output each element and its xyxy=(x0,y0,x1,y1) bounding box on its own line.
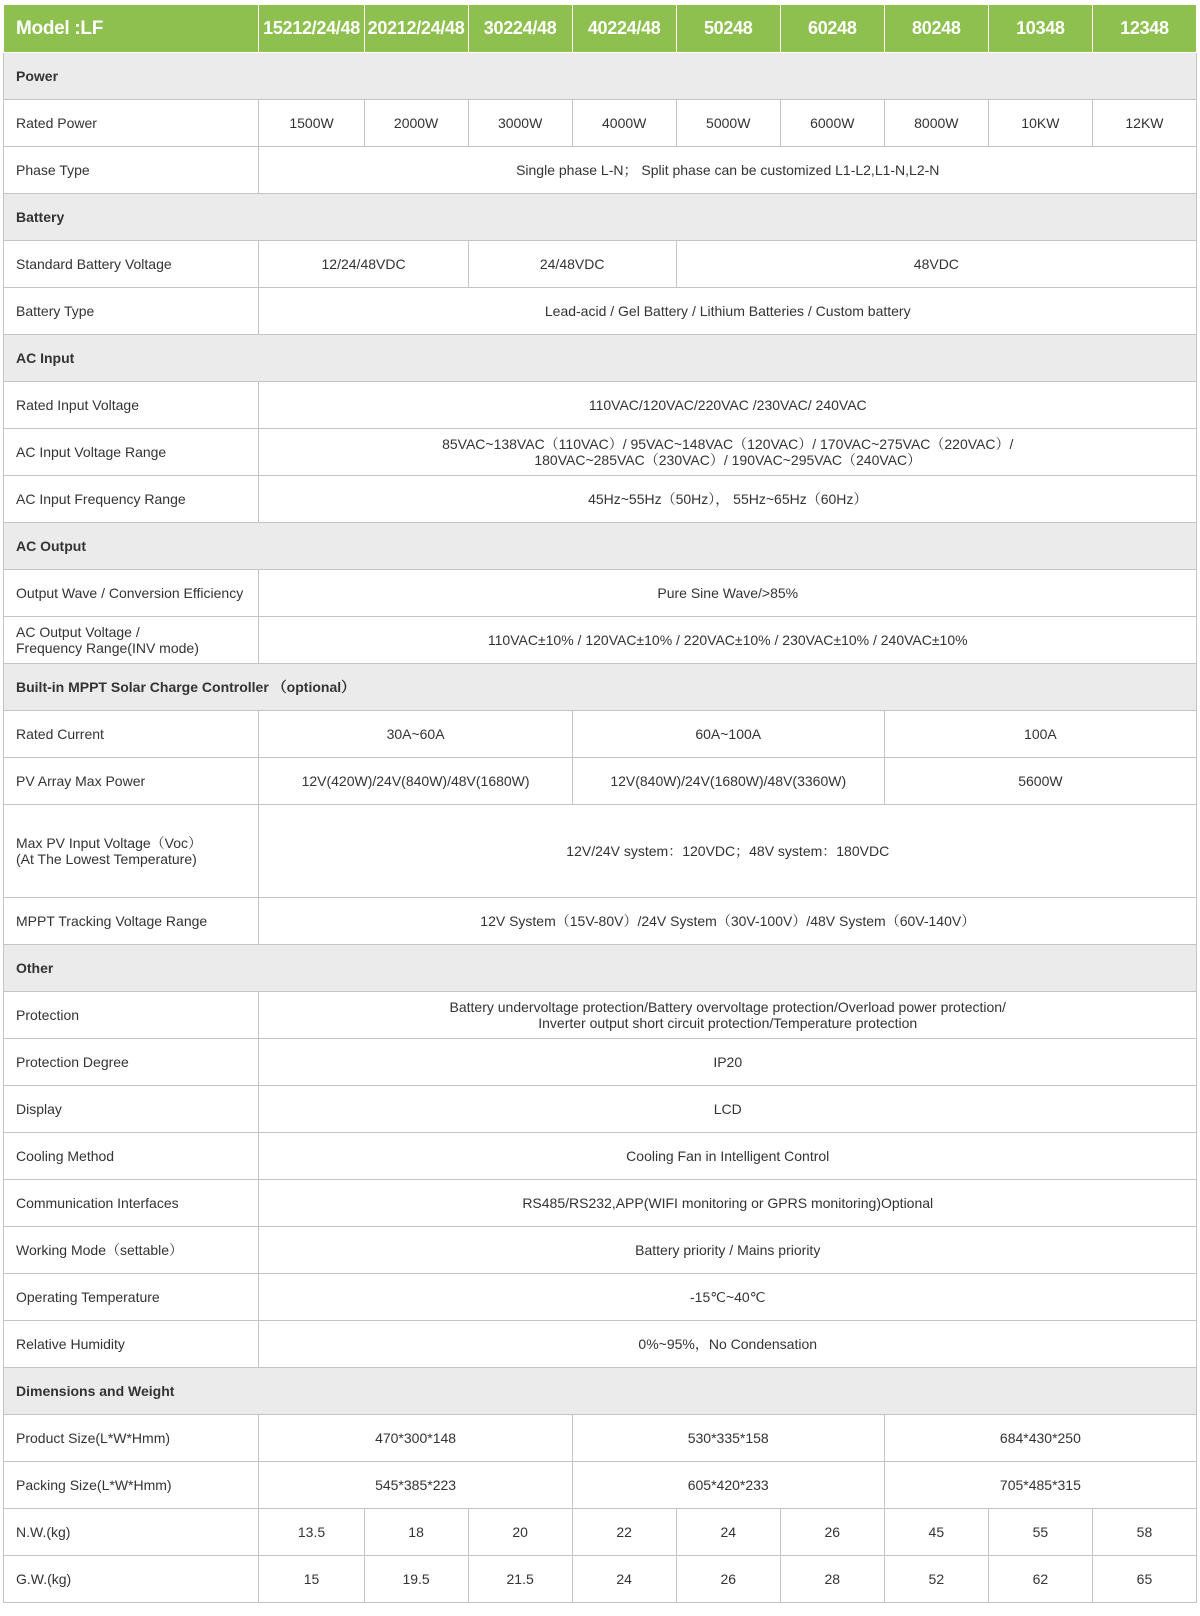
label-line: AC Output Voltage / xyxy=(16,624,140,640)
cell-value xyxy=(259,429,1197,476)
cell-value: 22 xyxy=(572,1509,676,1556)
row-label: Packing Size(L*W*Hmm) xyxy=(4,1462,259,1509)
cell-value: 15 xyxy=(259,1556,364,1603)
section-title: AC Output xyxy=(4,523,1197,570)
section-title: Battery xyxy=(4,194,1197,241)
row-label: Protection Degree xyxy=(4,1039,259,1086)
cell-value: 19.5 xyxy=(364,1556,468,1603)
cell-value: 10KW xyxy=(988,100,1092,147)
row-communication xyxy=(4,1180,1197,1227)
row-label: Operating Temperature xyxy=(4,1274,259,1321)
section-ac-output xyxy=(4,523,1197,570)
cell-value: 12KW xyxy=(1092,100,1196,147)
cell-value: 12V System（15V-80V）/24V System（30V-100V）/48V System（60V-140V） xyxy=(259,898,1197,945)
label-line: (At The Lowest Temperature) xyxy=(16,851,197,867)
row-ac-input-voltage-range xyxy=(4,429,1197,476)
cell-value: 55 xyxy=(988,1509,1092,1556)
section-title: Power xyxy=(4,53,1197,100)
cell-value: 26 xyxy=(780,1509,884,1556)
cell-value: 58 xyxy=(1092,1509,1196,1556)
row-packing-size xyxy=(4,1462,1197,1509)
row-operating-temperature xyxy=(4,1274,1197,1321)
model-name: 12348 xyxy=(1092,5,1196,53)
model-name: 30224/48 xyxy=(468,5,572,53)
cell-value: 684*430*250 xyxy=(884,1415,1196,1462)
cell-value: 12V(420W)/24V(840W)/48V(1680W) xyxy=(259,758,572,805)
cell-value: -15℃~40℃ xyxy=(259,1274,1197,1321)
cell-value: 26 xyxy=(676,1556,780,1603)
cell-value: Single phase L-N； Split phase can be customized L1-L2,L1-N,L2-N xyxy=(259,147,1197,194)
row-label: MPPT Tracking Voltage Range xyxy=(4,898,259,945)
model-name: 15212/24/48 xyxy=(259,5,364,53)
row-label: Protection xyxy=(4,992,259,1039)
section-title: Built-in MPPT Solar Charge Controller （optional） xyxy=(4,664,1197,711)
row-gross-weight xyxy=(4,1556,1197,1603)
row-ac-output-voltage xyxy=(4,617,1197,664)
row-pv-array-max-power xyxy=(4,758,1197,805)
cell-value: Battery priority / Mains priority xyxy=(259,1227,1197,1274)
row-label: Battery Type xyxy=(4,288,259,335)
model-header-row xyxy=(4,5,1197,53)
row-rated-input-voltage xyxy=(4,382,1197,429)
label-line: Max PV Input Voltage（Voc） xyxy=(16,835,202,851)
cell-value: Cooling Fan in Intelligent Control xyxy=(259,1133,1197,1180)
spec-table xyxy=(3,4,1197,1603)
model-name: 80248 xyxy=(884,5,988,53)
cell-value: 545*385*223 xyxy=(259,1462,572,1509)
value-line: Battery undervoltage protection/Battery overvoltage protection/Overload power protection/ xyxy=(449,999,1006,1015)
row-label: Display xyxy=(4,1086,259,1133)
cell-value: 62 xyxy=(988,1556,1092,1603)
model-name: 10348 xyxy=(988,5,1092,53)
cell-value: 48VDC xyxy=(676,241,1196,288)
cell-value: 530*335*158 xyxy=(572,1415,884,1462)
cell-value: 60A~100A xyxy=(572,711,884,758)
section-title: Dimensions and Weight xyxy=(4,1368,1197,1415)
cell-value: 110VAC/120VAC/220VAC /230VAC/ 240VAC xyxy=(259,382,1197,429)
cell-value: 52 xyxy=(884,1556,988,1603)
cell-value: 12/24/48VDC xyxy=(259,241,468,288)
cell-value: 100A xyxy=(884,711,1196,758)
row-protection xyxy=(4,992,1197,1039)
cell-value: LCD xyxy=(259,1086,1197,1133)
value-line: 180VAC~285VAC（230VAC）/ 190VAC~295VAC（240VAC） xyxy=(534,452,922,468)
section-title: AC Input xyxy=(4,335,1197,382)
cell-value: Pure Sine Wave/>85% xyxy=(259,570,1197,617)
section-battery xyxy=(4,194,1197,241)
cell-value: IP20 xyxy=(259,1039,1197,1086)
row-label: Phase Type xyxy=(4,147,259,194)
row-working-mode xyxy=(4,1227,1197,1274)
row-label: AC Input Voltage Range xyxy=(4,429,259,476)
cell-value: 5600W xyxy=(884,758,1196,805)
row-label: Product Size(L*W*Hmm) xyxy=(4,1415,259,1462)
cell-value: 18 xyxy=(364,1509,468,1556)
row-label: Relative Humidity xyxy=(4,1321,259,1368)
cell-value: 28 xyxy=(780,1556,884,1603)
row-output-wave xyxy=(4,570,1197,617)
cell-value: 5000W xyxy=(676,100,780,147)
row-rated-power xyxy=(4,100,1197,147)
section-title: Other xyxy=(4,945,1197,992)
row-label: Rated Power xyxy=(4,100,259,147)
row-label: Output Wave / Conversion Efficiency xyxy=(4,570,259,617)
cell-value: 21.5 xyxy=(468,1556,572,1603)
row-label: Working Mode（settable） xyxy=(4,1227,259,1274)
model-label: Model :LF xyxy=(4,5,259,53)
model-name: 40224/48 xyxy=(572,5,676,53)
row-mppt-tracking-range xyxy=(4,898,1197,945)
row-label: Standard Battery Voltage xyxy=(4,241,259,288)
section-ac-input xyxy=(4,335,1197,382)
cell-value: 1500W xyxy=(259,100,364,147)
row-cooling-method xyxy=(4,1133,1197,1180)
cell-value: 65 xyxy=(1092,1556,1196,1603)
section-other xyxy=(4,945,1197,992)
cell-value: 0%~95%，No Condensation xyxy=(259,1321,1197,1368)
cell-value: 110VAC±10% / 120VAC±10% / 220VAC±10% / 230VAC±10% / 240VAC±10% xyxy=(259,617,1197,664)
cell-value: RS485/RS232,APP(WIFI monitoring or GPRS monitoring)Optional xyxy=(259,1180,1197,1227)
label-line: Frequency Range(INV mode) xyxy=(16,640,199,656)
row-standard-battery-voltage xyxy=(4,241,1197,288)
row-label: AC Input Frequency Range xyxy=(4,476,259,523)
row-ac-input-frequency-range xyxy=(4,476,1197,523)
row-rated-current xyxy=(4,711,1197,758)
cell-value: 24/48VDC xyxy=(468,241,676,288)
cell-value: 20 xyxy=(468,1509,572,1556)
cell-value: 2000W xyxy=(364,100,468,147)
cell-value: 605*420*233 xyxy=(572,1462,884,1509)
row-label: Rated Current xyxy=(4,711,259,758)
row-label xyxy=(4,805,259,898)
cell-value: 8000W xyxy=(884,100,988,147)
row-label: Cooling Method xyxy=(4,1133,259,1180)
section-mppt xyxy=(4,664,1197,711)
cell-value: 13.5 xyxy=(259,1509,364,1556)
model-name: 50248 xyxy=(676,5,780,53)
model-name: 20212/24/48 xyxy=(364,5,468,53)
cell-value: Lead-acid / Gel Battery / Lithium Batteries / Custom battery xyxy=(259,288,1197,335)
cell-value: 470*300*148 xyxy=(259,1415,572,1462)
row-battery-type xyxy=(4,288,1197,335)
cell-value: 6000W xyxy=(780,100,884,147)
section-dimensions xyxy=(4,1368,1197,1415)
value-line: Inverter output short circuit protection/Temperature protection xyxy=(538,1015,918,1031)
cell-value: 30A~60A xyxy=(259,711,572,758)
row-protection-degree xyxy=(4,1039,1197,1086)
row-label: N.W.(kg) xyxy=(4,1509,259,1556)
row-label: PV Array Max Power xyxy=(4,758,259,805)
model-name: 60248 xyxy=(780,5,884,53)
row-label: Communication Interfaces xyxy=(4,1180,259,1227)
cell-value: 24 xyxy=(676,1509,780,1556)
row-max-pv-input-voltage xyxy=(4,805,1197,898)
row-label: G.W.(kg) xyxy=(4,1556,259,1603)
cell-value: 705*485*315 xyxy=(884,1462,1196,1509)
value-line: 85VAC~138VAC（110VAC）/ 95VAC~148VAC（120VAC）/ 170VAC~275VAC（220VAC）/ xyxy=(442,436,1014,452)
row-net-weight xyxy=(4,1509,1197,1556)
cell-value: 45Hz~55Hz（50Hz）， 55Hz~65Hz（60Hz） xyxy=(259,476,1197,523)
row-product-size xyxy=(4,1415,1197,1462)
cell-value xyxy=(259,992,1197,1039)
row-relative-humidity xyxy=(4,1321,1197,1368)
cell-value: 45 xyxy=(884,1509,988,1556)
section-power xyxy=(4,53,1197,100)
cell-value: 4000W xyxy=(572,100,676,147)
row-label xyxy=(4,617,259,664)
cell-value: 3000W xyxy=(468,100,572,147)
row-display xyxy=(4,1086,1197,1133)
row-label: Rated Input Voltage xyxy=(4,382,259,429)
cell-value: 12V/24V system：120VDC；48V system：180VDC xyxy=(259,805,1197,898)
cell-value: 12V(840W)/24V(1680W)/48V(3360W) xyxy=(572,758,884,805)
row-phase-type xyxy=(4,147,1197,194)
cell-value: 24 xyxy=(572,1556,676,1603)
